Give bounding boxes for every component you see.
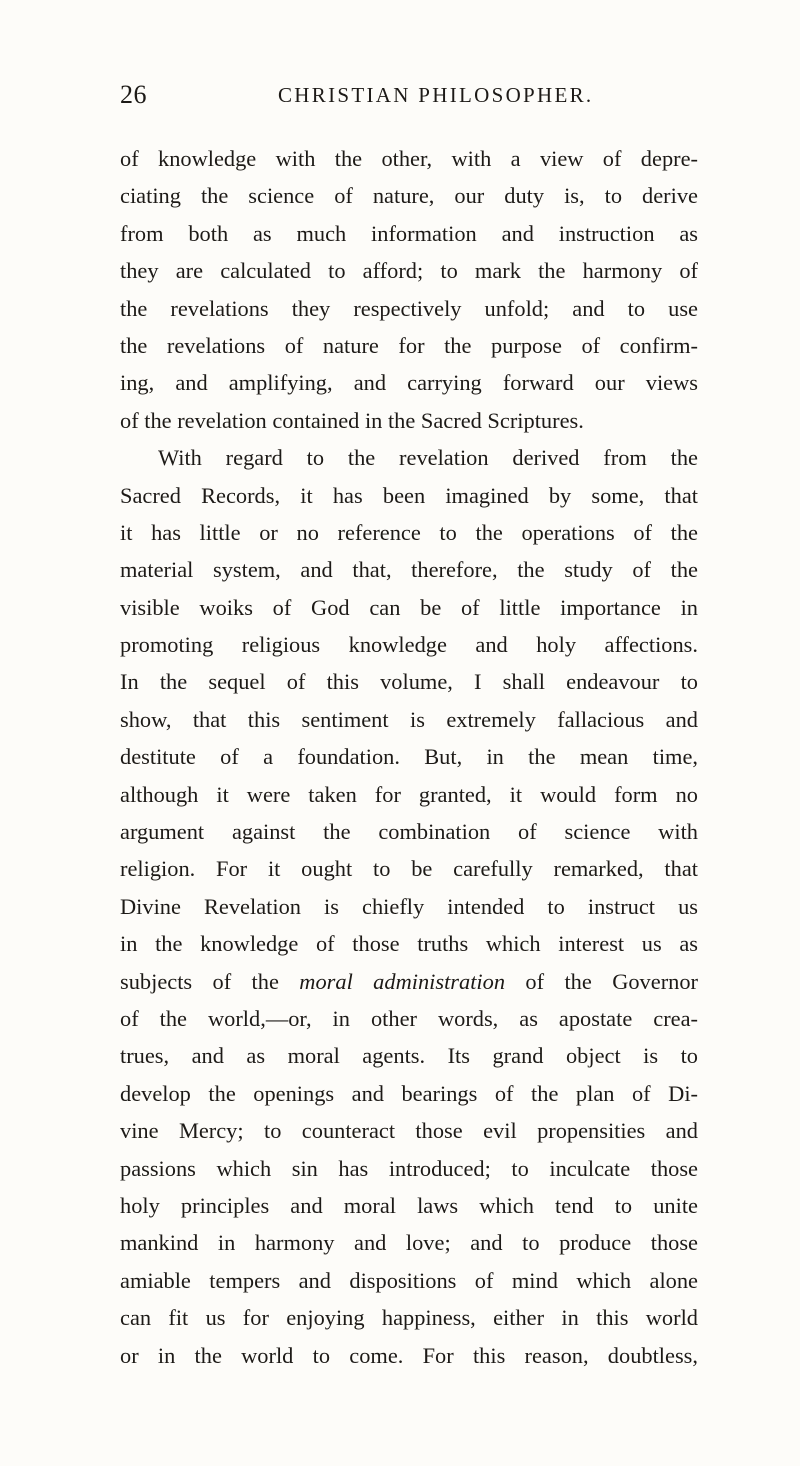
text-line: the revelations they respectively unfold; and to use <box>120 295 698 321</box>
running-title: CHRISTIAN PHILOSOPHER. <box>278 83 594 107</box>
text-line: religion. For it ought to be carefully remarked, that <box>120 856 698 882</box>
text-line-with-italic <box>120 963 698 1000</box>
text-line: argument against the combination of science with <box>120 819 698 845</box>
text-line: they are calculated to afford; to mark the harmony of <box>120 258 698 284</box>
text-line: the revelations of nature for the purpose of confirm- <box>120 332 698 358</box>
text-line: In the sequel of this volume, I shall endeavour to <box>120 669 698 695</box>
text-line: although it were taken for granted, it would form no <box>120 781 698 807</box>
text-line: material system, and that, therefore, the study of the <box>120 557 698 583</box>
text-line: can fit us for enjoying happiness, either in this world <box>120 1305 698 1331</box>
text-line: Divine Revelation is chiefly intended to instruct us <box>120 893 698 919</box>
text-line: visible woiks of God can be of little importance in <box>120 594 698 620</box>
text-line: vine Mercy; to counteract those evil propensities and <box>120 1118 698 1144</box>
text-line: Sacred Records, it has been imagined by some, that <box>120 482 698 508</box>
text-line: show, that this sentiment is extremely fallacious and <box>120 706 698 732</box>
page-number: 26 <box>120 80 147 109</box>
text-line: amiable tempers and dispositions of mind which alone <box>120 1267 698 1293</box>
italic-phrase: moral administration <box>299 968 506 994</box>
text-line: ciating the science of nature, our duty is, to derive <box>120 183 698 209</box>
text-line: holy principles and moral laws which tend to unite <box>120 1192 698 1218</box>
text-line: trues, and as moral agents. Its grand object is to <box>120 1043 698 1069</box>
text-line: from both as much information and instruction as <box>120 220 698 246</box>
page-header <box>120 80 698 120</box>
text-line: destitute of a foundation. But, in the mean time, <box>120 744 698 770</box>
text-line: mankind in harmony and love; and to produce those <box>120 1230 698 1256</box>
text-line: of the revelation contained in the Sacred Scriptures. <box>120 407 584 433</box>
text-line: With regard to the revelation derived from the <box>158 445 698 471</box>
body-text <box>120 140 698 1374</box>
text-segment: of the Governor <box>505 968 698 994</box>
text-line: of knowledge with the other, with a view of depre- <box>120 146 698 171</box>
text-line: it has little or no reference to the operations of the <box>120 519 698 545</box>
text-line: in the knowledge of those truths which interest us as <box>120 931 698 957</box>
text-line: promoting religious knowledge and holy affections. <box>120 632 698 658</box>
text-line: develop the openings and bearings of the plan of Di- <box>120 1080 698 1106</box>
text-line: passions which sin has introduced; to inculcate those <box>120 1155 698 1181</box>
text-segment: subjects of the <box>120 968 300 994</box>
text-line: or in the world to come. For this reason, doubtless, <box>120 1342 698 1368</box>
text-line: ing, and amplifying, and carrying forward our views <box>120 370 698 396</box>
text-line: of the world,—or, in other words, as apostate crea- <box>120 1005 698 1031</box>
